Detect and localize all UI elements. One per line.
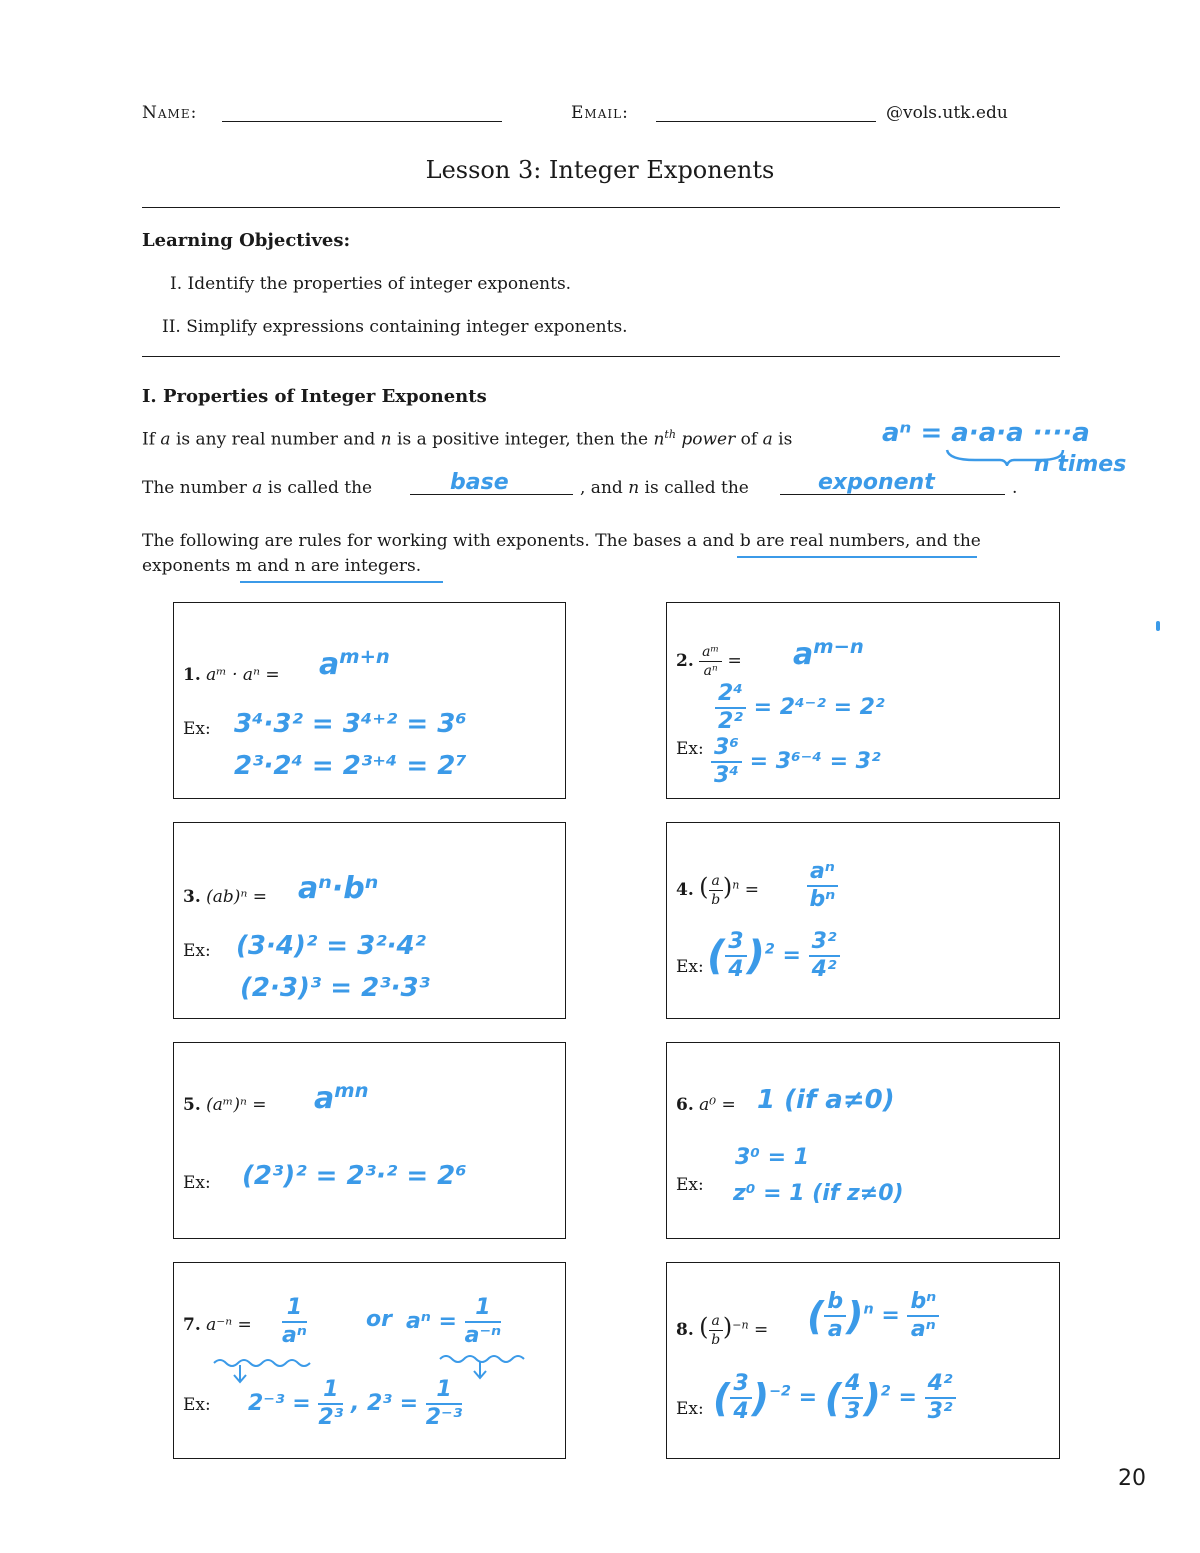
rule-box-3 [173, 822, 566, 1019]
rule-5-ex-label: Ex: [183, 1173, 211, 1193]
rule-box-2 [666, 602, 1060, 799]
highlight-underline [240, 581, 443, 583]
highlight-underline [737, 556, 977, 558]
rule-box-7 [173, 1262, 566, 1459]
rule-4-answer: $\frac{\text{aⁿ}}{\text{bⁿ}}$ [807, 861, 838, 911]
rule-7-answer: $\frac{1}{\text{aⁿ}}$ [282, 1295, 307, 1348]
name-label: Name: [142, 103, 198, 123]
called-end: . [1012, 478, 1018, 498]
definition-text: If a is any real number and n is a positive integer, then the $n^{th}$ power of a is [142, 428, 793, 450]
rule-8-ex-label: Ex: [676, 1399, 704, 1419]
handwritten-n-times: n times [1034, 452, 1127, 477]
rule-2-expression: 2. $\frac{\text{aᵐ}}{\text{aⁿ}}$ = [676, 644, 742, 679]
rule-3-ex-label: Ex: [183, 941, 211, 961]
rule-5-example: (2³)² = 2³·² = 2⁶ [242, 1161, 467, 1191]
rule-1-answer: $a^{m+n}$ [319, 645, 390, 682]
rule-3-example-2: (2·3)³ = 2³·3³ [240, 973, 430, 1003]
handwritten-definition: aⁿ = a·a·a ····a [882, 418, 1090, 448]
rule-8-answer: ( $\frac{b}{a}$ )$^n$ = $\frac{\text{bⁿ}}{\text{aⁿ}}$ [807, 1291, 939, 1341]
rule-box-1 [173, 602, 566, 799]
rule-4-expression: 4. ( $\frac{a}{b}$ )$^n$ = [676, 873, 760, 908]
divider [142, 356, 1060, 357]
rule-5-expression: 5. (aᵐ)ⁿ = [183, 1095, 267, 1115]
stray-mark [1156, 621, 1160, 631]
rules-intro-1: The following are rules for working with exponents. The bases a and b are real numbers, and the [142, 531, 981, 551]
name-field[interactable] [222, 121, 502, 122]
rule-4-example: ( $\frac{3}{4}$ )$^2$ = $\frac{\text{3²}}{\text{4²}}$ [707, 931, 840, 981]
rule-2-example-2: $\frac{\text{3⁶}}{\text{3⁴}}$ = 3⁶⁻⁴ = 3² [711, 737, 881, 787]
rule-1-example-1: 3⁴·3² = 3⁴⁺² = 3⁶ [234, 709, 467, 739]
rule-6-answer: 1 (if a≠0) [757, 1085, 895, 1115]
rule-2-answer: $a^{m-n}$ [793, 635, 864, 672]
rule-6-ex-label: Ex: [676, 1175, 704, 1195]
rule-2-example-1: $\frac{\text{2⁴}}{\text{2²}}$ = 2⁴⁻² = 2² [715, 683, 885, 733]
called-text-2: , and n is called the [580, 478, 749, 498]
page-number: 20 [1118, 1466, 1146, 1491]
handwritten-exponent: exponent [818, 470, 935, 495]
rule-5-answer: $a^{mn}$ [314, 1079, 369, 1116]
rule-7-expression: 7. a⁻ⁿ = [183, 1315, 252, 1335]
rule-3-example-1: (3·4)² = 3²·4² [236, 931, 426, 961]
rule-7-ex-label: Ex: [183, 1395, 211, 1415]
rule-3-answer: aⁿ·bⁿ [298, 871, 379, 906]
rule-7-or: or [366, 1307, 392, 1332]
rules-intro-2: exponents m and n are integers. [142, 556, 422, 576]
divider [142, 207, 1060, 208]
section-heading: I. Properties of Integer Exponents [142, 386, 487, 407]
rule-7-example: 2⁻³ = $\frac{1}{\text{2³}}$ , 2³ = $\frac{1}{\text{2⁻³}}$ [248, 1377, 463, 1430]
objective-item: II. Simplify expressions containing integer exponents. [162, 317, 628, 337]
rule-1-ex-label: Ex: [183, 719, 211, 739]
rule-8-expression: 8. ( $\frac{a}{b}$ )$^{-n}$ = [676, 1313, 769, 1348]
rule-3-expression: 3. (ab)ⁿ = [183, 887, 267, 907]
rule-box-5 [173, 1042, 566, 1239]
rule-1-example-2: 2³·2⁴ = 2³⁺⁴ = 2⁷ [234, 751, 467, 781]
rule-box-6 [666, 1042, 1060, 1239]
called-text-1: The number a is called the [142, 478, 373, 498]
rule-box-4 [666, 822, 1060, 1019]
rule-1-expression: 1. aᵐ · aⁿ = [183, 665, 280, 685]
rule-7-answer-alt: aⁿ = $\frac{1}{\text{a⁻ⁿ}}$ [406, 1295, 502, 1348]
rule-box-8 [666, 1262, 1060, 1459]
rule-4-ex-label: Ex: [676, 957, 704, 977]
rule-8-example: ( $\frac{3}{4}$ )$^{-2}$ = ( $\frac{4}{3}$ )$^2$ = $\frac{\text{4²}}{\text{3²}}$ [713, 1373, 956, 1423]
email-field[interactable] [656, 121, 876, 122]
email-domain: @vols.utk.edu [886, 103, 1008, 123]
rule-2-ex-label: Ex: [676, 739, 704, 759]
rule-6-expression: 6. a⁰ = [676, 1095, 736, 1115]
page-title: Lesson 3: Integer Exponents [425, 156, 775, 184]
objective-item: I. Identify the properties of integer exponents. [170, 274, 572, 294]
email-label: Email: [571, 103, 629, 123]
handwritten-base: base [450, 470, 509, 495]
rule-6-example-1: 3⁰ = 1 [735, 1145, 810, 1170]
objectives-heading: Learning Objectives: [142, 230, 351, 251]
rule-6-example-2: z⁰ = 1 (if z≠0) [733, 1181, 904, 1206]
